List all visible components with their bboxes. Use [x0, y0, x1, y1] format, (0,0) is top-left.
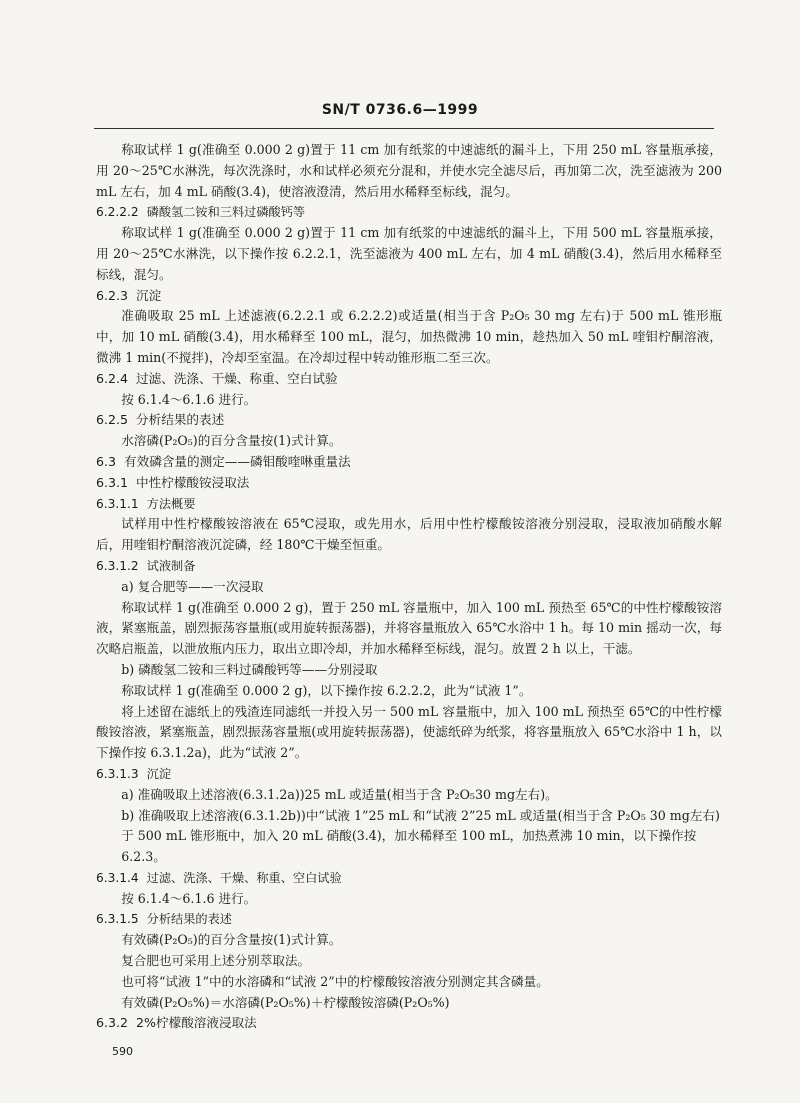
- section-number: 6.3.1.3: [96, 766, 139, 781]
- paragraph: 称取试样 1 g(准确至 0.000 2 g)，置于 250 mL 容量瓶中，加入 100 mL 预热至 65℃的中性柠檬酸铵溶液，紧塞瓶盖，剧烈振荡容量瓶(或用旋转振荡器)，并将容量瓶放入 65℃水浴中 1 h。每 10 min 摇动一次，每次略启瓶盖，以泄放瓶内压力，取出立即冷却，并加水稀释至标线，混匀。放置 2 h 以上，干滤。: [96, 599, 722, 657]
- section-title: 过滤、洗涤、干燥、称重、空白试验: [146, 870, 342, 885]
- section-number: 6.2.4: [96, 370, 129, 386]
- section-number: 6.3.1: [96, 474, 129, 490]
- section-heading: [96, 369, 722, 390]
- section-title: 有效磷含量的测定——磷钼酸喹啉重量法: [124, 453, 351, 469]
- paragraph: 有效磷(P₂O₅%)＝水溶磷(P₂O₅%)＋柠檬酸铵溶磷(P₂O₅%): [121, 994, 450, 1010]
- section-title: 沉淀: [146, 766, 172, 781]
- section-number: 6.3: [96, 453, 117, 469]
- section-heading: [96, 909, 722, 930]
- paragraph: 也可将“试液 1”中的水溶磷和“试液 2”中的柠檬酸铵溶液分别测定其含磷量。: [121, 973, 549, 989]
- section-heading: [96, 410, 722, 431]
- section-title: 磷酸氢二铵和三料过磷酸钙等: [146, 205, 306, 220]
- section-title: 过滤、洗涤、干燥、称重、空白试验: [136, 370, 338, 386]
- section-heading: [96, 556, 722, 577]
- paragraph: 称取试样 1 g(准确至 0.000 2 g)置于 11 cm 加有纸浆的中速滤纸的漏斗上，下用 500 mL 容量瓶承接，用 20～25℃水淋洗，以下操作按 6.2.2.1，洗至滤液为 400 mL 左右，加 4 mL 硝酸(3.4)，然后用水稀释至标线，混匀。: [96, 225, 722, 282]
- paragraph: 有效磷(P₂O₅)的百分含量按(1)式计算。: [121, 932, 342, 948]
- section-number: 6.3.1.1: [96, 496, 139, 511]
- section-number: 6.3.1.2: [96, 558, 139, 573]
- paragraph: 将上述留在滤纸上的残渣连同滤纸一并投入另一 500 mL 容量瓶中，加入 100 mL 预热至 65℃的中性柠檬酸铵溶液，紧塞瓶盖，剧烈振荡容量瓶(或用旋转振荡器)，使滤纸碎为纸浆，将容量瓶放入 65℃水浴中 1 h，以下操作按 6.3.1.2a)，此为“试液 2”。: [96, 703, 722, 761]
- section-heading: [96, 452, 722, 473]
- paragraph: 称取试样 1 g(准确至 0.000 2 g)，以下操作按 6.2.2.2，此为“试液 1”。: [121, 682, 532, 698]
- section-number: 6.3.1.5: [96, 912, 139, 927]
- list-item: b) 磷酸氢二铵和三料过磷酸钙等——分别浸取: [121, 661, 378, 677]
- section-title: 沉淀: [136, 287, 162, 303]
- section-heading: [96, 868, 722, 889]
- document-body: [96, 140, 722, 1034]
- section-heading: [96, 764, 722, 785]
- section-heading: [96, 1013, 722, 1034]
- section-title: 2%柠檬酸溶液浸取法: [136, 1015, 257, 1031]
- paragraph: 复合肥也可采用上述分别萃取法。: [121, 953, 311, 969]
- section-heading: [96, 286, 722, 307]
- page-number: 590: [112, 1045, 133, 1058]
- section-title: 中性柠檬酸铵浸取法: [136, 474, 250, 490]
- section-title: 分析结果的表述: [146, 912, 232, 927]
- list-item: a) 复合肥等——一次浸取: [121, 578, 264, 594]
- list-item: b) 准确吸取上述溶液(6.3.1.2b))中“试液 1”25 mL 和“试液 2”25 mL 或适量(相当于含 P₂O₅ 30 mg左右)于 500 mL 锥形瓶中，加入 20 mL 硝酸(3.4)，加水稀释至 100 mL，加热煮沸 10 min，以下操作按 6.2.3。: [121, 807, 720, 865]
- section-title: 分析结果的表述: [136, 412, 225, 428]
- list-item: a) 准确吸取上述溶液(6.3.1.2a))25 mL 或适量(相当于含 P₂O₅30 mg左右)。: [121, 786, 558, 802]
- header-rule: [94, 128, 714, 129]
- paragraph: 准确吸取 25 mL 上述滤液(6.2.2.1 或 6.2.2.2)或适量(相当于含 P₂O₅ 30 mg 左右)于 500 mL 锥形瓶中，加 10 mL 硝酸(3.4)，用水稀释至 100 mL，混匀，加热微沸 10 min，趁热加入 50 mL 喹钼柠酮溶液，微沸 1 min(不搅拌)，冷却至室温。在冷却过程中转动锥形瓶二至三次。: [96, 308, 722, 365]
- paragraph: 水溶磷(P₂O₅)的百分含量按(1)式计算。: [121, 433, 342, 449]
- section-title: 方法概要: [146, 496, 196, 511]
- paragraph: 试样用中性柠檬酸铵溶液在 65℃浸取，或先用水，后用中性柠檬酸铵溶液分别浸取，浸取液加硝酸水解后，用喹钼柠酮溶液沉淀磷，经 180℃干燥至恒重。: [96, 516, 722, 553]
- section-title: 试液制备: [146, 558, 196, 573]
- section-number: 6.2.2.2: [96, 205, 139, 220]
- paragraph: 称取试样 1 g(准确至 0.000 2 g)置于 11 cm 加有纸浆的中速滤纸的漏斗上，下用 250 mL 容量瓶承接，用 20～25℃水淋洗，每次洗涤时，水和试样必须充分混和，并使水完全滤尽后，再加第二次，洗至滤液为 200 mL 左右，加 4 mL 硝酸(3.4)，使溶液澄清，然后用水稀释至标线，混匀。: [96, 142, 722, 199]
- section-number: 6.2.3: [96, 287, 129, 303]
- section-number: 6.2.5: [96, 412, 129, 428]
- section-heading: [96, 473, 722, 494]
- section-number: 6.3.1.4: [96, 870, 139, 885]
- section-number: 6.3.2: [96, 1015, 129, 1031]
- paragraph: 按 6.1.4～6.1.6 进行。: [121, 890, 257, 906]
- paragraph: 按 6.1.4～6.1.6 进行。: [121, 391, 257, 407]
- section-heading: [96, 494, 722, 515]
- document-header: SN/T 0736.6—1999: [321, 102, 479, 118]
- section-heading: [96, 202, 722, 223]
